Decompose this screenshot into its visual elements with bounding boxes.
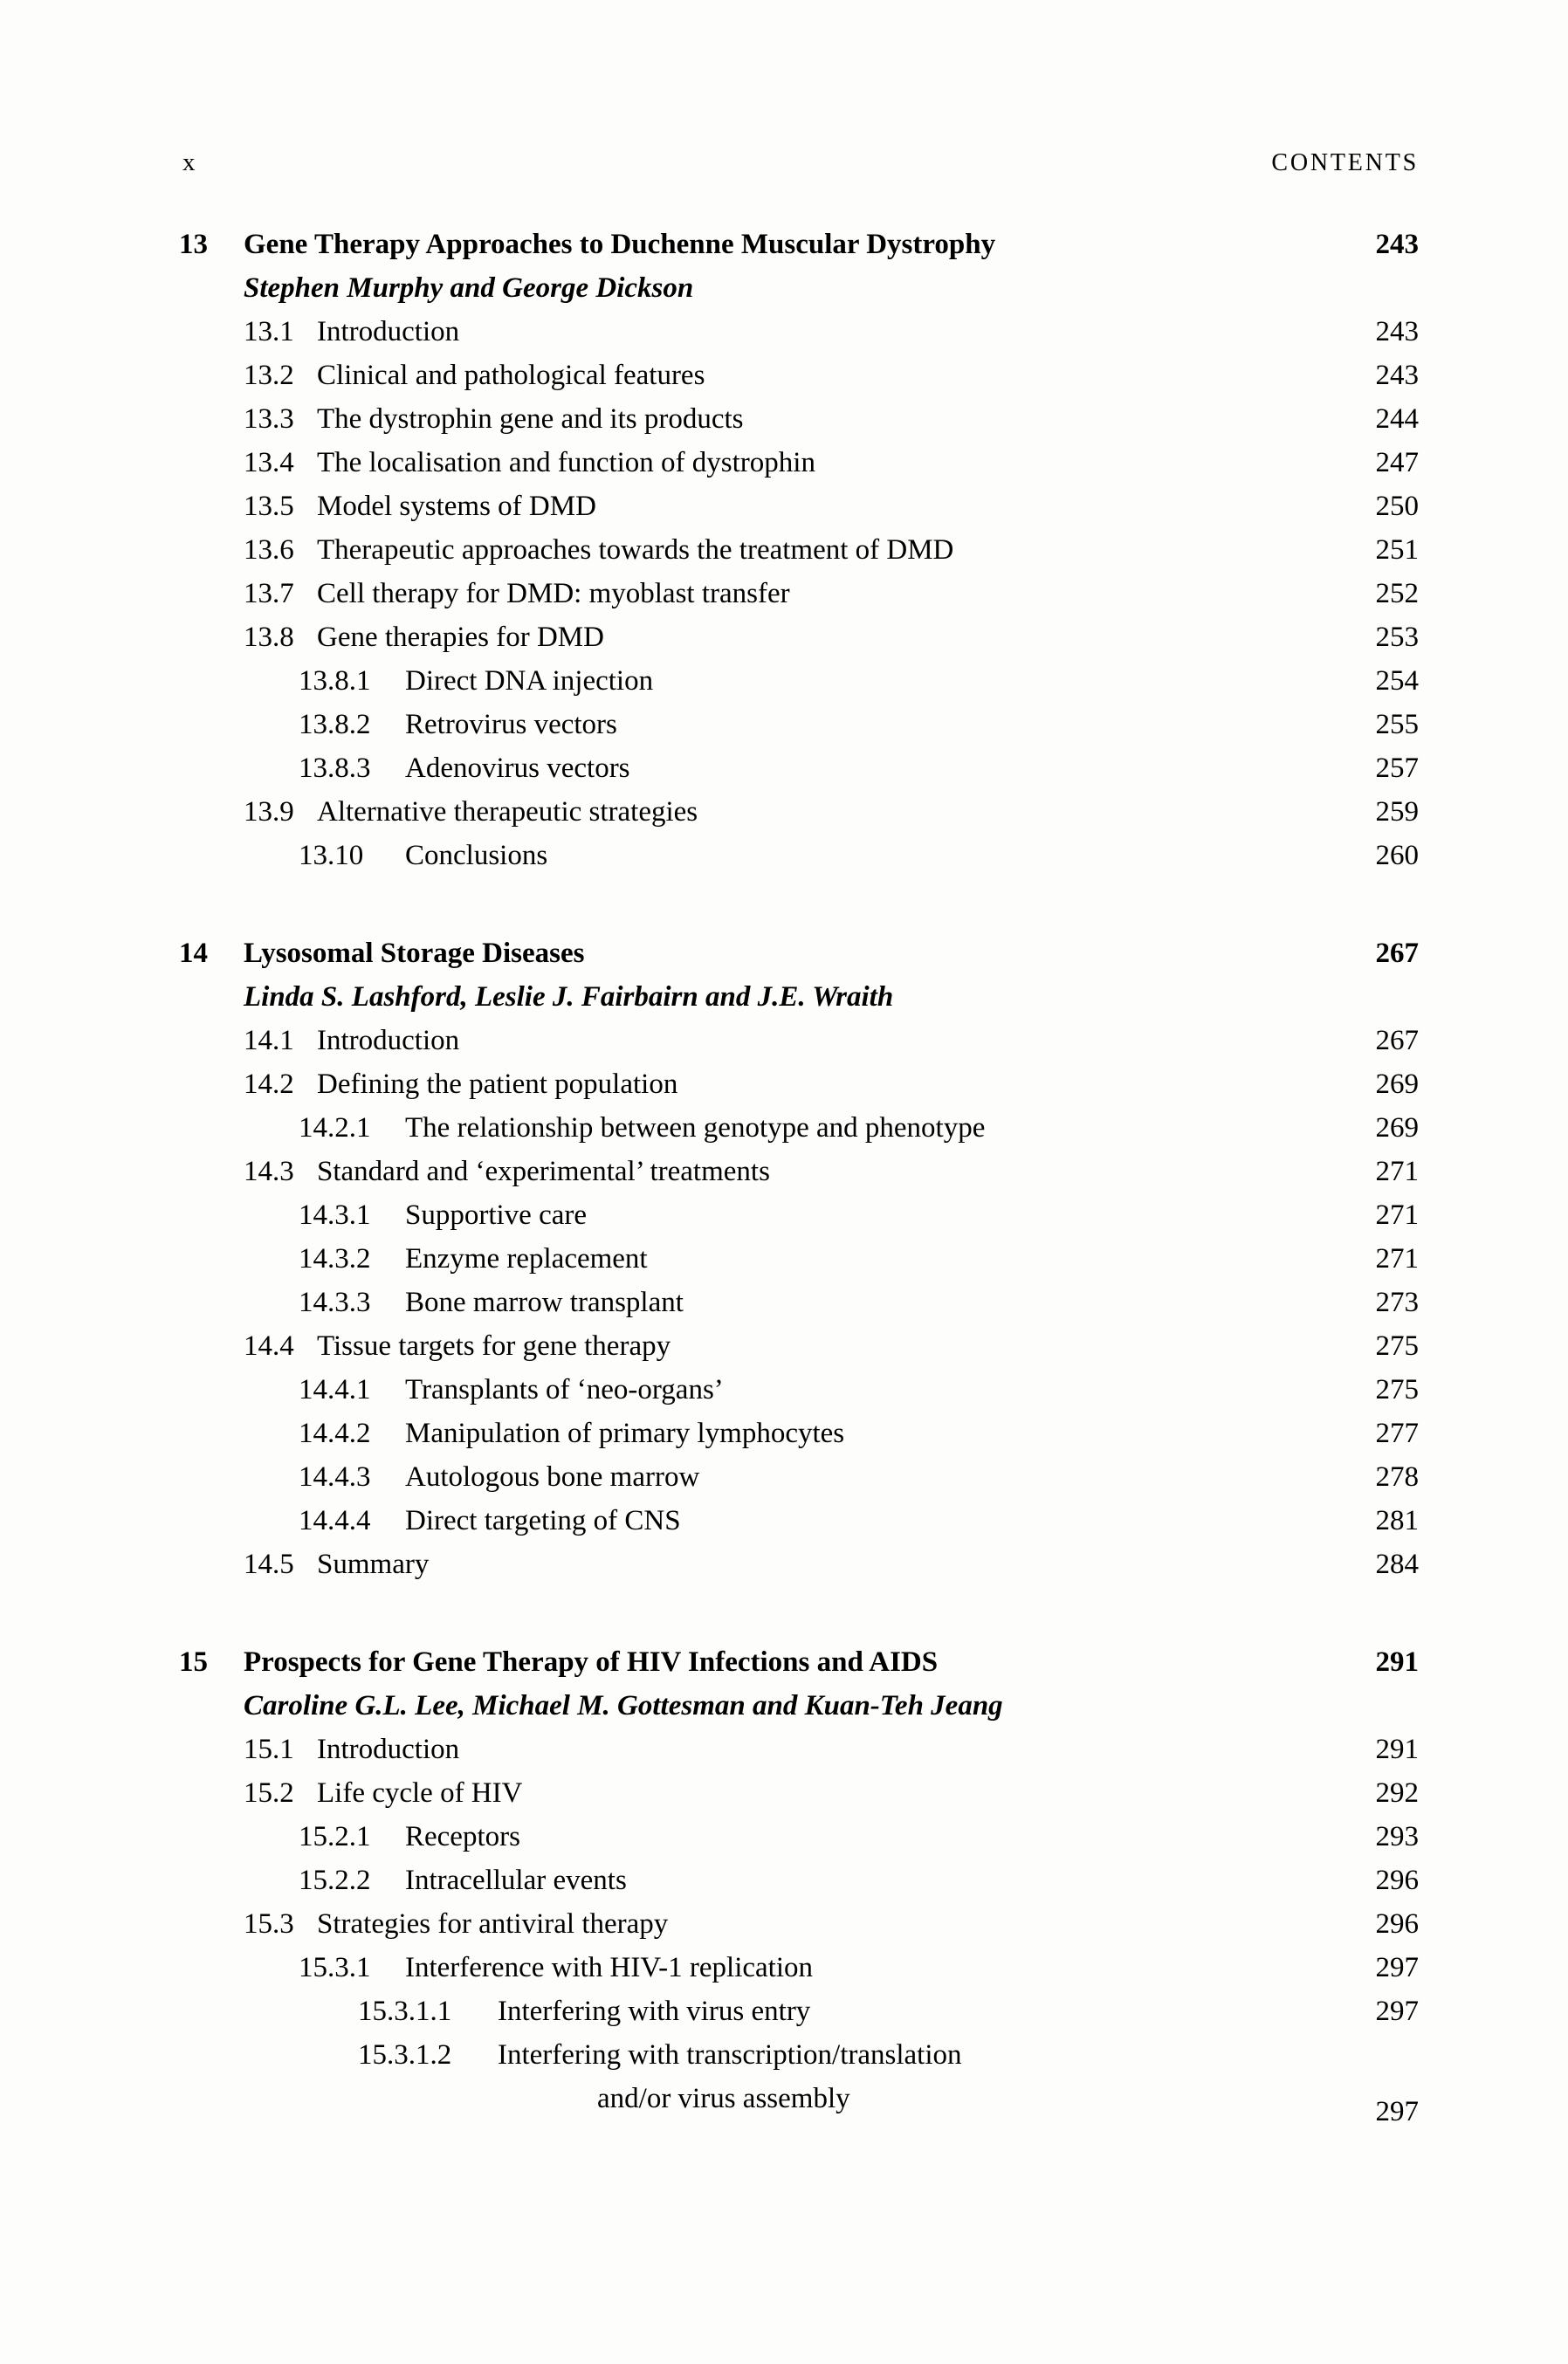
toc-entry-section: 13.5 (244, 491, 294, 522)
toc-entry-section: 15.1 (244, 1734, 294, 1765)
toc-entry-label (179, 1946, 1361, 1989)
toc-entry-section: 13.10 (299, 840, 364, 871)
toc-entry-page-number: 278 (1375, 1461, 1419, 1493)
toc-entry-page-number: 243 (1375, 316, 1419, 347)
toc-entry-label (179, 1324, 1361, 1368)
toc-entry-label (179, 1237, 1361, 1281)
toc-entry[interactable] (179, 1324, 1419, 1368)
toc-entry-text: Bone marrow transplant (405, 1287, 684, 1318)
toc-entry-label (179, 484, 1361, 528)
toc-entry-section: 13.8 (244, 622, 294, 653)
toc-entry-page-number: 254 (1375, 665, 1419, 697)
toc-entry[interactable] (179, 746, 1419, 790)
toc-entry-text: Receptors (405, 1821, 520, 1852)
chapter-number: 13 (179, 229, 208, 260)
toc-chapter (179, 223, 1419, 877)
toc-entry-text: Direct DNA injection (405, 665, 654, 697)
toc-entry[interactable] (179, 615, 1419, 659)
toc-entry-label (179, 1902, 1361, 1946)
toc-entry-section (418, 2077, 597, 2120)
toc-entry-page-number: 267 (1375, 1025, 1419, 1056)
toc-entry-section: 15.3.1.2 (358, 2039, 452, 2071)
toc-entry[interactable] (179, 528, 1419, 572)
toc-entry-page-number: 297 (1375, 1952, 1419, 1983)
toc-entry-section: 13.3 (244, 403, 294, 435)
toc-entry-label (179, 310, 1361, 354)
toc-entry-page-number: 271 (1375, 1199, 1419, 1231)
chapter-page-number: 267 (1375, 938, 1419, 969)
toc-entry-label (179, 1062, 1361, 1106)
toc-entry-label (179, 790, 1361, 834)
toc-entry[interactable] (179, 1771, 1419, 1815)
toc-entry-section: 13.4 (244, 447, 294, 478)
toc-entry-label (179, 1499, 1361, 1543)
toc-entry[interactable] (179, 659, 1419, 703)
toc-entry-page-number: 275 (1375, 1330, 1419, 1362)
toc-entry-section: 15.3.1.1 (358, 1996, 452, 2027)
toc-entry[interactable] (179, 1062, 1419, 1106)
toc-entry-page-number: 277 (1375, 1418, 1419, 1449)
toc-entry-section: 13.6 (244, 534, 294, 566)
toc-entry-section: 14.4.2 (299, 1418, 371, 1449)
toc-entry-text: Adenovirus vectors (405, 752, 630, 784)
toc-entry-section: 15.2.1 (299, 1821, 371, 1852)
toc-entry[interactable] (179, 1412, 1419, 1455)
chapter-authors: Stephen Murphy and George Dickson (244, 272, 694, 304)
toc-list (179, 223, 1419, 2134)
toc-entry-label (179, 2033, 1361, 2077)
toc-entry-section: 13.8.3 (299, 752, 371, 784)
chapter-page-number: 291 (1375, 1646, 1419, 1678)
toc-entry[interactable] (179, 397, 1419, 441)
toc-entry[interactable] (179, 1368, 1419, 1412)
toc-entry-text: Standard and ‘experimental’ treatments (317, 1156, 770, 1187)
toc-entry-text: Clinical and pathological features (317, 360, 705, 391)
toc-entry-label (179, 1815, 1361, 1859)
toc-entry[interactable] (179, 1728, 1419, 1771)
toc-entry[interactable] (179, 1543, 1419, 1586)
toc-entry-section: 13.8.2 (299, 709, 371, 740)
toc-entry-page-number: 271 (1375, 1156, 1419, 1187)
toc-entry[interactable] (179, 1281, 1419, 1324)
toc-entry-page-number: 250 (1375, 491, 1419, 522)
running-head (179, 148, 1419, 177)
toc-entry[interactable] (179, 1019, 1419, 1062)
toc-entry[interactable] (179, 572, 1419, 615)
toc-entry-page-number: 260 (1375, 840, 1419, 871)
toc-entry-text: Interfering with virus entry (498, 1996, 811, 2027)
toc-entry-page-number: 291 (1375, 1734, 1419, 1765)
toc-entry-text: Enzyme replacement (405, 1243, 648, 1275)
toc-entry[interactable] (179, 1946, 1419, 1989)
toc-entry[interactable] (179, 1150, 1419, 1193)
toc-entry-page-number: 259 (1375, 796, 1419, 828)
toc-chapter-heading[interactable] (179, 223, 1419, 266)
toc-entry-page-number: 296 (1375, 1908, 1419, 1940)
toc-entry-page-number: 252 (1375, 578, 1419, 609)
chapter-title: Prospects for Gene Therapy of HIV Infections and AIDS (244, 1646, 939, 1678)
toc-entry[interactable] (179, 1902, 1419, 1946)
toc-entry-text: Transplants of ‘neo-organs’ (405, 1374, 724, 1405)
toc-entry-page-number: 247 (1375, 447, 1419, 478)
toc-entry-page-number: 257 (1375, 752, 1419, 784)
folio-number: x (182, 148, 196, 176)
toc-entry-label (179, 572, 1361, 615)
toc-entry-text: Cell therapy for DMD: myoblast transfer (317, 578, 790, 609)
toc-entry-label (179, 659, 1361, 703)
toc-entry-text: Conclusions (405, 840, 548, 871)
toc-entry-label (179, 2077, 1361, 2120)
toc-entry[interactable] (179, 1499, 1419, 1543)
toc-entry-text: Manipulation of primary lymphocytes (405, 1418, 845, 1449)
toc-entry-page-number: 297 (1375, 2096, 1419, 2127)
toc-entry-label (179, 528, 1361, 572)
toc-entry[interactable] (179, 1193, 1419, 1237)
toc-entry[interactable] (179, 703, 1419, 746)
toc-entry-page-number: 292 (1375, 1777, 1419, 1809)
chapter-number: 15 (179, 1646, 208, 1678)
toc-entry-section: 14.3.3 (299, 1287, 371, 1318)
toc-entry-label (179, 1193, 1361, 1237)
toc-entry[interactable] (179, 441, 1419, 484)
toc-entry-section: 13.2 (244, 360, 294, 391)
toc-entry-page-number: 273 (1375, 1287, 1419, 1318)
toc-entry-section: 14.3.2 (299, 1243, 371, 1275)
toc-entry[interactable] (179, 484, 1419, 528)
toc-entry-text: Introduction (317, 316, 460, 347)
chapter-title: Gene Therapy Approaches to Duchenne Muscular Dystrophy (244, 229, 996, 260)
toc-entry-page-number: 296 (1375, 1865, 1419, 1896)
toc-entry-label (179, 1989, 1361, 2033)
toc-entry-text: Tissue targets for gene therapy (317, 1330, 671, 1362)
toc-entry-text: Introduction (317, 1734, 460, 1765)
toc-entry-page-number: 269 (1375, 1069, 1419, 1100)
toc-entry-text: Defining the patient population (317, 1069, 678, 1100)
toc-entry[interactable] (179, 1237, 1419, 1281)
toc-chapter-heading[interactable] (179, 1640, 1419, 1684)
toc-entry[interactable] (179, 2077, 1419, 2134)
toc-entry-page-number: 297 (1375, 1996, 1419, 2027)
chapter-page-number: 243 (1375, 229, 1419, 260)
toc-entry-text: Interference with HIV-1 replication (405, 1952, 813, 1983)
toc-entry-text: Introduction (317, 1025, 460, 1056)
toc-entry-label (179, 1019, 1361, 1062)
toc-entry-label (179, 1150, 1361, 1193)
toc-entry-label (179, 1455, 1361, 1499)
toc-entry-section: 13.8.1 (299, 665, 371, 697)
toc-entry-section: 14.3 (244, 1156, 294, 1187)
toc-entry-page-number: 275 (1375, 1374, 1419, 1405)
toc-entry-page-number: 281 (1375, 1505, 1419, 1536)
toc-entry-page-number: 284 (1375, 1549, 1419, 1580)
toc-entry-label (179, 1859, 1361, 1902)
toc-entry-label (179, 746, 1361, 790)
toc-entry-section: 14.3.1 (299, 1199, 371, 1231)
toc-entry-label (179, 397, 1361, 441)
chapter-title: Lysosomal Storage Diseases (244, 938, 585, 969)
toc-entry-text: Supportive care (405, 1199, 588, 1231)
toc-entry[interactable] (179, 2033, 1419, 2077)
toc-entry-page-number: 244 (1375, 403, 1419, 435)
toc-entry-text: and/or virus assembly (597, 2083, 850, 2114)
toc-entry[interactable] (179, 834, 1419, 877)
toc-entry-label (179, 1281, 1361, 1324)
toc-entry-label (179, 1543, 1361, 1586)
toc-entry-text: Summary (317, 1549, 430, 1580)
toc-entry-section: 15.3 (244, 1908, 294, 1940)
toc-entry-label (179, 1728, 1361, 1771)
toc-entry-section: 13.7 (244, 578, 294, 609)
toc-entry-text: Gene therapies for DMD (317, 622, 604, 653)
toc-chapter-heading[interactable] (179, 931, 1419, 975)
toc-entry-label (179, 834, 1361, 877)
toc-entry[interactable] (179, 1455, 1419, 1499)
toc-entry-section: 15.3.1 (299, 1952, 371, 1983)
toc-entry-section: 14.4.1 (299, 1374, 371, 1405)
toc-entry-page-number: 269 (1375, 1112, 1419, 1144)
toc-entry-text: Intracellular events (405, 1865, 627, 1896)
toc-entry-text: The dystrophin gene and its products (317, 403, 744, 435)
toc-entry-text: Model systems of DMD (317, 491, 596, 522)
toc-entry-section: 13.1 (244, 316, 294, 347)
toc-entry-page-number: 271 (1375, 1243, 1419, 1275)
toc-entry-text: Direct targeting of CNS (405, 1505, 681, 1536)
toc-chapter (179, 1640, 1419, 2134)
toc-entry-text: Therapeutic approaches towards the treatment of DMD (317, 534, 954, 566)
toc-entry-section: 14.4.3 (299, 1461, 371, 1493)
toc-entry-text: Strategies for antiviral therapy (317, 1908, 669, 1940)
toc-entry[interactable] (179, 1106, 1419, 1150)
toc-entry-section: 14.4.4 (299, 1505, 371, 1536)
toc-entry-label (179, 1106, 1361, 1150)
toc-entry-section: 14.5 (244, 1549, 294, 1580)
toc-entry-text: Autologous bone marrow (405, 1461, 700, 1493)
toc-entry-section: 13.9 (244, 796, 294, 828)
toc-entry-label (179, 1368, 1361, 1412)
toc-entry-page-number: 253 (1375, 622, 1419, 653)
toc-entry-section: 14.2.1 (299, 1112, 371, 1144)
toc-entry-label (179, 1771, 1361, 1815)
toc-entry-text: The relationship between genotype and phenotype (405, 1112, 986, 1144)
chapter-number: 14 (179, 938, 208, 969)
chapter-authors: Caroline G.L. Lee, Michael M. Gottesman and Kuan-Teh Jeang (244, 1690, 1003, 1721)
toc-entry[interactable] (179, 354, 1419, 397)
toc-entry-section: 14.2 (244, 1069, 294, 1100)
toc-entry-page-number: 255 (1375, 709, 1419, 740)
toc-entry-section: 15.2.2 (299, 1865, 371, 1896)
toc-entry-section: 15.2 (244, 1777, 294, 1809)
toc-entry-label (179, 615, 1361, 659)
toc-entry-section: 14.4 (244, 1330, 294, 1362)
toc-entry-label (179, 1412, 1361, 1455)
toc-entry-page-number: 251 (1375, 534, 1419, 566)
toc-entry-text: Alternative therapeutic strategies (317, 796, 698, 828)
toc-entry-text: Retrovirus vectors (405, 709, 617, 740)
toc-entry-text: Life cycle of HIV (317, 1777, 523, 1809)
toc-entry[interactable] (179, 1815, 1419, 1859)
toc-entry-page-number: 243 (1375, 360, 1419, 391)
toc-entry[interactable] (179, 790, 1419, 834)
toc-entry-text: Interfering with transcription/translation (498, 2039, 962, 2071)
toc-entry[interactable] (179, 310, 1419, 354)
toc-entry-page-number: 293 (1375, 1821, 1419, 1852)
toc-content (179, 148, 1419, 2134)
chapter-authors: Linda S. Lashford, Leslie J. Fairbairn and J.E. Wraith (244, 981, 894, 1013)
toc-entry[interactable] (179, 1989, 1419, 2033)
toc-entry-label (179, 354, 1361, 397)
toc-entry-label (179, 703, 1361, 746)
toc-chapter (179, 931, 1419, 1586)
toc-entry-label (179, 441, 1361, 484)
toc-entry-section: 14.1 (244, 1025, 294, 1056)
running-head-title: CONTENTS (1271, 149, 1419, 176)
toc-entry-text: The localisation and function of dystrophin (317, 447, 815, 478)
toc-entry[interactable] (179, 1859, 1419, 1902)
